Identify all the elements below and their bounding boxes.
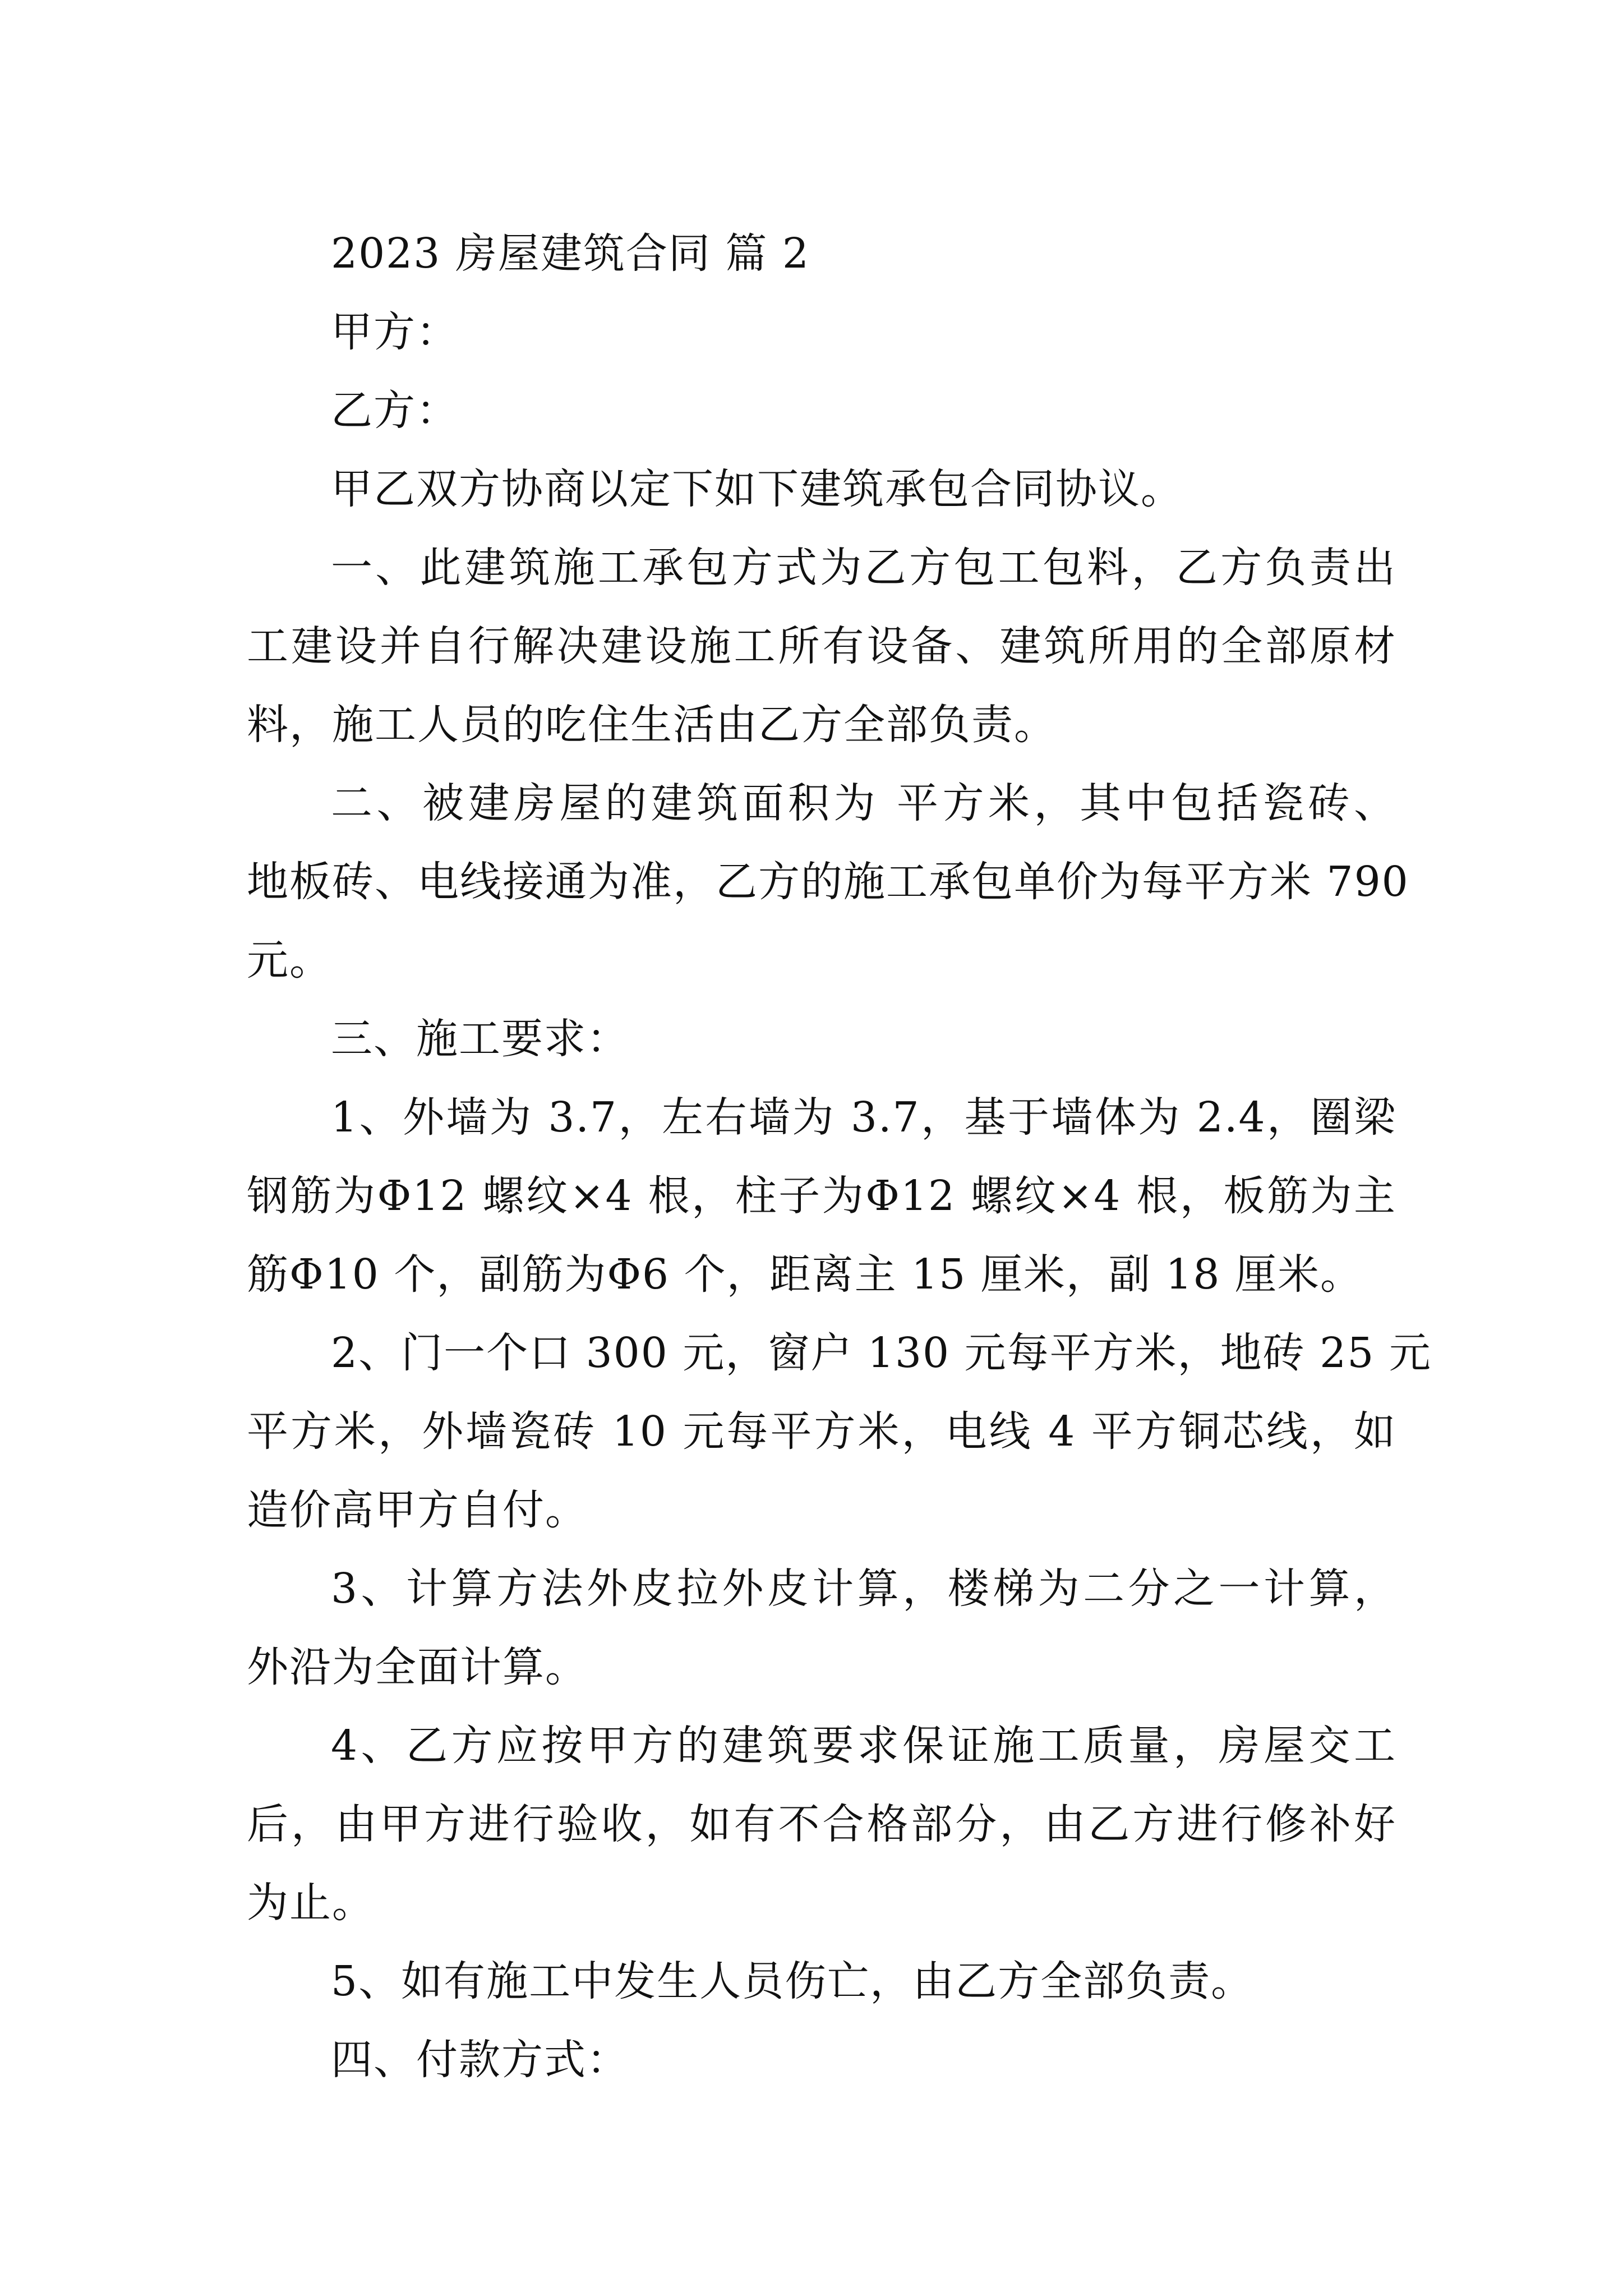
item-4-line-1: 4、乙方应按甲方的建筑要求保证施工质量，房屋交工	[331, 1722, 1396, 1770]
clause-1-line-3: 料，施工人员的吃住生活由乙方全部负责。	[247, 701, 1057, 749]
clause-4-heading: 四、付款方式：	[331, 2036, 629, 2084]
item-3-line-1: 3、计算方法外皮拉外皮计算，楼梯为二分之一计算，	[331, 1565, 1396, 1613]
clause-2-line-3: 元。	[247, 936, 332, 984]
item-2-line-2: 平方米，外墙瓷砖 10 元每平方米，电线 4 平方铜芯线，如	[247, 1407, 1396, 1456]
item-4-line-3: 为止。	[247, 1879, 375, 1927]
clause-2-line-2: 地板砖、电线接通为准，乙方的施工承包单价为每平方米 790	[247, 858, 1409, 906]
item-2-line-3: 造价高甲方自付。	[247, 1486, 588, 1534]
document-title: 2023 房屋建筑合同 篇 2	[331, 229, 810, 278]
item-4-line-2: 后，由甲方进行验收，如有不合格部分，由乙方进行修补好	[247, 1800, 1396, 1848]
item-1-line-2: 钢筋为Φ12 螺纹×4 根，柱子为Φ12 螺纹×4 根，板筋为主	[247, 1172, 1396, 1220]
item-3-line-2: 外沿为全面计算。	[247, 1643, 588, 1691]
party-a-line: 甲方：	[331, 308, 459, 356]
agreement-intro: 甲乙双方协商以定下如下建筑承包合同协议。	[331, 465, 1183, 513]
clause-2-line-1: 二、被建房屋的建筑面积为 平方米，其中包括瓷砖、	[331, 779, 1396, 827]
item-5-line-1: 5、如有施工中发生人员伤亡，由乙方全部负责。	[331, 1957, 1254, 2005]
item-1-line-3: 筋Φ10 个，副筋为Φ6 个，距离主 15 厘米，副 18 厘米。	[247, 1250, 1363, 1299]
clause-1-line-1: 一、此建筑施工承包方式为乙方包工包料，乙方负责出	[331, 544, 1396, 592]
clause-3-heading: 三、施工要求：	[331, 1015, 629, 1063]
item-2-line-1: 2、门一个口 300 元，窗户 130 元每平方米，地砖 25 元	[331, 1329, 1432, 1377]
clause-1-line-2: 工建设并自行解决建设施工所有设备、建筑所用的全部原材	[247, 622, 1396, 670]
document-body	[247, 214, 1432, 2099]
party-b-line: 乙方：	[331, 386, 459, 435]
item-1-line-1: 1、外墙为 3.7，左右墙为 3.7，基于墙体为 2.4，圈梁	[331, 1093, 1396, 1142]
